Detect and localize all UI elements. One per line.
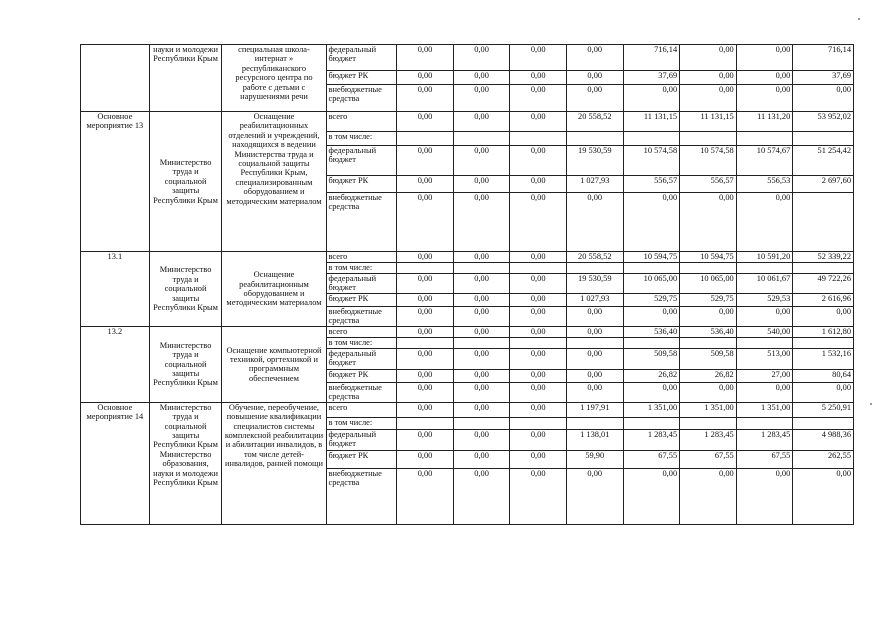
funding-source-cell: внебюджетные средства bbox=[326, 382, 397, 402]
funding-source-cell: всего bbox=[326, 252, 397, 263]
amount-cell: 556,53 bbox=[736, 176, 793, 193]
amount-cell: 20 558,52 bbox=[566, 252, 623, 263]
funding-source-cell: в том числе: bbox=[326, 417, 397, 429]
amount-cell: 51 254,42 bbox=[793, 146, 854, 176]
amount-cell: 0,00 bbox=[397, 450, 454, 468]
amount-cell bbox=[736, 263, 793, 274]
measure-cell: 13.2 bbox=[81, 326, 150, 402]
amount-cell: 4 988,36 bbox=[793, 429, 854, 450]
amount-cell: 10 574,58 bbox=[680, 146, 737, 176]
amount-cell: 0,00 bbox=[793, 307, 854, 327]
amount-cell bbox=[680, 337, 737, 348]
amount-cell: 716,14 bbox=[793, 45, 854, 71]
amount-cell: 1 027,93 bbox=[566, 176, 623, 193]
amount-cell: 0,00 bbox=[680, 85, 737, 112]
amount-cell bbox=[453, 263, 510, 274]
amount-cell: 1 197,91 bbox=[566, 402, 623, 417]
activity-name-cell: Обучение, переобучение, повышение квалификации специалистов системы комплексной реабилитации и абилитации инвалидов, в том числе детей-инвалидов, ранней помощи bbox=[222, 402, 326, 524]
funding-source-cell: федеральный бюджет bbox=[326, 429, 397, 450]
amount-cell: 0,00 bbox=[453, 193, 510, 252]
amount-cell: 0,00 bbox=[736, 45, 793, 71]
amount-cell: 0,00 bbox=[566, 45, 623, 71]
amount-cell: 0,00 bbox=[453, 294, 510, 307]
amount-cell bbox=[623, 337, 680, 348]
amount-cell: 0,00 bbox=[397, 85, 454, 112]
amount-cell: 0,00 bbox=[453, 112, 510, 132]
amount-cell: 1 351,00 bbox=[680, 402, 737, 417]
amount-cell: 0,00 bbox=[623, 382, 680, 402]
amount-cell: 0,00 bbox=[397, 193, 454, 252]
executor-cell: Министерство труда и социальной защиты Республики Крым bbox=[149, 252, 222, 327]
amount-cell: 0,00 bbox=[510, 112, 567, 132]
funding-source-cell: в том числе: bbox=[326, 263, 397, 274]
activity-name-cell: Оснащение компьютерной техникой, оргтехникой и программным обеспечением bbox=[222, 326, 326, 402]
amount-cell: 67,55 bbox=[736, 450, 793, 468]
amount-cell: 0,00 bbox=[680, 382, 737, 402]
amount-cell: 19 530,59 bbox=[566, 146, 623, 176]
amount-cell: 1 612,80 bbox=[793, 326, 854, 337]
amount-cell: 1 027,93 bbox=[566, 294, 623, 307]
amount-cell bbox=[510, 132, 567, 146]
amount-cell: 716,14 bbox=[623, 45, 680, 71]
amount-cell: 0,00 bbox=[566, 326, 623, 337]
amount-cell: 11 131,20 bbox=[736, 112, 793, 132]
funding-source-cell: внебюджетные средства bbox=[326, 85, 397, 112]
amount-cell bbox=[510, 263, 567, 274]
amount-cell bbox=[736, 337, 793, 348]
amount-cell: 53 952,02 bbox=[793, 112, 854, 132]
amount-cell: 0,00 bbox=[566, 193, 623, 252]
amount-cell: 0,00 bbox=[397, 326, 454, 337]
funding-source-cell: федеральный бюджет bbox=[326, 274, 397, 294]
amount-cell: 1 138,01 bbox=[566, 429, 623, 450]
amount-cell: 2 697,60 bbox=[793, 176, 854, 193]
amount-cell: 0,00 bbox=[397, 274, 454, 294]
amount-cell: 0,00 bbox=[736, 307, 793, 327]
amount-cell: 0,00 bbox=[680, 468, 737, 524]
amount-cell: 1 351,00 bbox=[623, 402, 680, 417]
amount-cell: 1 283,45 bbox=[623, 429, 680, 450]
amount-cell: 529,53 bbox=[736, 294, 793, 307]
amount-cell: 0,00 bbox=[397, 45, 454, 71]
amount-cell: 0,00 bbox=[793, 468, 854, 524]
amount-cell: 0,00 bbox=[793, 382, 854, 402]
funding-source-cell: бюджет РК bbox=[326, 294, 397, 307]
amount-cell: 27,00 bbox=[736, 369, 793, 382]
amount-cell: 262,55 bbox=[793, 450, 854, 468]
amount-cell: 0,00 bbox=[510, 307, 567, 327]
amount-cell: 0,00 bbox=[397, 112, 454, 132]
amount-cell bbox=[793, 263, 854, 274]
amount-cell: 0,00 bbox=[680, 71, 737, 85]
funding-source-cell: федеральный бюджет bbox=[326, 146, 397, 176]
amount-cell: 0,00 bbox=[510, 146, 567, 176]
amount-cell: 0,00 bbox=[453, 450, 510, 468]
amount-cell: 536,40 bbox=[680, 326, 737, 337]
amount-cell: 0,00 bbox=[566, 307, 623, 327]
amount-cell: 0,00 bbox=[566, 85, 623, 112]
amount-cell: 0,00 bbox=[453, 429, 510, 450]
amount-cell: 0,00 bbox=[453, 382, 510, 402]
amount-cell: 10 594,75 bbox=[680, 252, 737, 263]
amount-cell: 0,00 bbox=[453, 348, 510, 369]
amount-cell bbox=[510, 417, 567, 429]
amount-cell: 11 131,15 bbox=[623, 112, 680, 132]
table-row bbox=[81, 45, 854, 71]
funding-source-cell: бюджет РК bbox=[326, 176, 397, 193]
measure-cell: 13.1 bbox=[81, 252, 150, 327]
amount-cell: 10 594,75 bbox=[623, 252, 680, 263]
amount-cell bbox=[397, 263, 454, 274]
amount-cell bbox=[623, 263, 680, 274]
amount-cell: 0,00 bbox=[453, 45, 510, 71]
executor-cell: Министерство труда и социальной защиты Республики Крым bbox=[149, 112, 222, 252]
executor-cell: Министерство труда и социальной защиты Республики Крым bbox=[149, 326, 222, 402]
amount-cell: 0,00 bbox=[453, 252, 510, 263]
amount-cell: 49 722,26 bbox=[793, 274, 854, 294]
amount-cell: 0,00 bbox=[453, 468, 510, 524]
funding-source-cell: бюджет РК bbox=[326, 450, 397, 468]
amount-cell: 0,00 bbox=[510, 382, 567, 402]
amount-cell: 0,00 bbox=[623, 307, 680, 327]
table-row bbox=[81, 326, 854, 337]
executor-cell: науки и молодежи Республики Крым bbox=[149, 45, 222, 112]
amount-cell: 52 339,22 bbox=[793, 252, 854, 263]
amount-cell: 0,00 bbox=[397, 176, 454, 193]
amount-cell bbox=[566, 417, 623, 429]
amount-cell bbox=[793, 417, 854, 429]
amount-cell: 0,00 bbox=[680, 193, 737, 252]
budget-table bbox=[80, 44, 854, 525]
amount-cell: 67,55 bbox=[680, 450, 737, 468]
amount-cell: 0,00 bbox=[510, 348, 567, 369]
table-row bbox=[81, 112, 854, 132]
amount-cell: 0,00 bbox=[680, 307, 737, 327]
amount-cell: 0,00 bbox=[510, 274, 567, 294]
amount-cell: 0,00 bbox=[566, 348, 623, 369]
amount-cell: 0,00 bbox=[510, 402, 567, 417]
amount-cell: 513,00 bbox=[736, 348, 793, 369]
scan-speck bbox=[870, 403, 872, 405]
funding-source-cell: внебюджетные средства bbox=[326, 193, 397, 252]
amount-cell: 0,00 bbox=[453, 85, 510, 112]
amount-cell: 0,00 bbox=[510, 326, 567, 337]
amount-cell: 37,69 bbox=[793, 71, 854, 85]
amount-cell bbox=[736, 417, 793, 429]
amount-cell: 529,75 bbox=[623, 294, 680, 307]
funding-source-cell: в том числе: bbox=[326, 132, 397, 146]
amount-cell: 5 250,91 bbox=[793, 402, 854, 417]
measure-cell: Основное мероприятие 14 bbox=[81, 402, 150, 524]
activity-name-cell: специальная школа-интернат » республиканского ресурсного центра по работе с детьми с нарушениями речи bbox=[222, 45, 326, 112]
amount-cell bbox=[453, 417, 510, 429]
amount-cell: 0,00 bbox=[566, 382, 623, 402]
amount-cell: 540,00 bbox=[736, 326, 793, 337]
amount-cell: 1 351,00 bbox=[736, 402, 793, 417]
funding-source-cell: всего bbox=[326, 402, 397, 417]
amount-cell: 0,00 bbox=[397, 146, 454, 176]
amount-cell bbox=[566, 263, 623, 274]
amount-cell: 0,00 bbox=[397, 382, 454, 402]
amount-cell: 536,40 bbox=[623, 326, 680, 337]
amount-cell bbox=[623, 132, 680, 146]
funding-source-cell: бюджет РК bbox=[326, 71, 397, 85]
amount-cell: 80,64 bbox=[793, 369, 854, 382]
amount-cell: 0,00 bbox=[510, 429, 567, 450]
amount-cell: 1 532,16 bbox=[793, 348, 854, 369]
amount-cell: 0,00 bbox=[566, 71, 623, 85]
amount-cell: 0,00 bbox=[510, 176, 567, 193]
amount-cell: 0,00 bbox=[623, 468, 680, 524]
amount-cell: 26,82 bbox=[680, 369, 737, 382]
table-body bbox=[81, 45, 854, 525]
amount-cell: 0,00 bbox=[736, 71, 793, 85]
funding-source-cell: внебюджетные средства bbox=[326, 307, 397, 327]
amount-cell: 0,00 bbox=[453, 307, 510, 327]
amount-cell: 0,00 bbox=[453, 146, 510, 176]
amount-cell: 0,00 bbox=[397, 369, 454, 382]
amount-cell: 0,00 bbox=[453, 71, 510, 85]
amount-cell: 529,75 bbox=[680, 294, 737, 307]
amount-cell: 26,82 bbox=[623, 369, 680, 382]
amount-cell: 20 558,52 bbox=[566, 112, 623, 132]
amount-cell: 59,90 bbox=[566, 450, 623, 468]
amount-cell: 0,00 bbox=[397, 71, 454, 85]
amount-cell: 0,00 bbox=[793, 85, 854, 112]
amount-cell: 0,00 bbox=[397, 252, 454, 263]
amount-cell: 11 131,15 bbox=[680, 112, 737, 132]
amount-cell: 0,00 bbox=[453, 274, 510, 294]
amount-cell: 0,00 bbox=[623, 193, 680, 252]
activity-name-cell: Оснащение реабилитационным оборудованием и методическим материалом bbox=[222, 252, 326, 327]
amount-cell: 0,00 bbox=[510, 369, 567, 382]
amount-cell: 556,57 bbox=[623, 176, 680, 193]
amount-cell bbox=[793, 337, 854, 348]
amount-cell: 10 065,00 bbox=[680, 274, 737, 294]
amount-cell: 10 574,67 bbox=[736, 146, 793, 176]
amount-cell: 0,00 bbox=[397, 348, 454, 369]
amount-cell: 0,00 bbox=[397, 402, 454, 417]
amount-cell bbox=[453, 132, 510, 146]
funding-source-cell: внебюджетные средства bbox=[326, 468, 397, 524]
amount-cell bbox=[680, 132, 737, 146]
amount-cell: 0,00 bbox=[397, 294, 454, 307]
table-row bbox=[81, 402, 854, 417]
amount-cell: 0,00 bbox=[566, 468, 623, 524]
amount-cell: 0,00 bbox=[736, 382, 793, 402]
amount-cell: 0,00 bbox=[736, 85, 793, 112]
amount-cell: 37,69 bbox=[623, 71, 680, 85]
amount-cell: 0,00 bbox=[453, 326, 510, 337]
funding-source-cell: федеральный бюджет bbox=[326, 348, 397, 369]
amount-cell: 67,55 bbox=[623, 450, 680, 468]
amount-cell: 509,58 bbox=[680, 348, 737, 369]
amount-cell bbox=[566, 337, 623, 348]
funding-source-cell: федеральный бюджет bbox=[326, 45, 397, 71]
amount-cell: 0,00 bbox=[736, 468, 793, 524]
amount-cell: 0,00 bbox=[397, 429, 454, 450]
amount-cell: 0,00 bbox=[453, 369, 510, 382]
amount-cell: 0,00 bbox=[510, 85, 567, 112]
amount-cell: 10 574,58 bbox=[623, 146, 680, 176]
amount-cell bbox=[397, 132, 454, 146]
amount-cell: 10 591,20 bbox=[736, 252, 793, 263]
amount-cell bbox=[680, 417, 737, 429]
amount-cell: 0,00 bbox=[397, 468, 454, 524]
amount-cell bbox=[397, 417, 454, 429]
measure-cell: Основное мероприятие 13 bbox=[81, 112, 150, 252]
executor-cell: Министерство труда и социальной защиты Республики Крым Министерство образования, науки и молодежи Республики Крым bbox=[149, 402, 222, 524]
amount-cell: 556,57 bbox=[680, 176, 737, 193]
amount-cell: 0,00 bbox=[397, 307, 454, 327]
amount-cell bbox=[623, 417, 680, 429]
amount-cell bbox=[510, 337, 567, 348]
amount-cell: 2 616,96 bbox=[793, 294, 854, 307]
amount-cell: 509,58 bbox=[623, 348, 680, 369]
amount-cell: 10 065,00 bbox=[623, 274, 680, 294]
amount-cell: 0,00 bbox=[510, 468, 567, 524]
amount-cell: 10 061,67 bbox=[736, 274, 793, 294]
amount-cell: 0,00 bbox=[453, 176, 510, 193]
activity-name-cell: Оснащение реабилитационных отделений и учреждений, находящихся в ведении Министерства труда и социальной защиты Республики Крым, специализированным оборудованием и методическим материалом bbox=[222, 112, 326, 252]
amount-cell bbox=[793, 193, 854, 252]
amount-cell: 0,00 bbox=[453, 402, 510, 417]
table-row bbox=[81, 252, 854, 263]
amount-cell bbox=[736, 132, 793, 146]
funding-source-cell: бюджет РК bbox=[326, 369, 397, 382]
amount-cell: 19 530,59 bbox=[566, 274, 623, 294]
amount-cell bbox=[680, 263, 737, 274]
amount-cell bbox=[793, 132, 854, 146]
amount-cell bbox=[453, 337, 510, 348]
amount-cell bbox=[397, 337, 454, 348]
amount-cell: 0,00 bbox=[736, 193, 793, 252]
funding-source-cell: всего bbox=[326, 326, 397, 337]
funding-source-cell: всего bbox=[326, 112, 397, 132]
amount-cell: 0,00 bbox=[510, 294, 567, 307]
amount-cell: 1 283,45 bbox=[736, 429, 793, 450]
amount-cell bbox=[566, 132, 623, 146]
amount-cell: 0,00 bbox=[623, 85, 680, 112]
amount-cell: 0,00 bbox=[510, 193, 567, 252]
amount-cell: 0,00 bbox=[510, 71, 567, 85]
amount-cell: 0,00 bbox=[510, 45, 567, 71]
funding-source-cell: в том числе: bbox=[326, 337, 397, 348]
amount-cell: 0,00 bbox=[680, 45, 737, 71]
measure-cell bbox=[81, 45, 150, 112]
amount-cell: 1 283,45 bbox=[680, 429, 737, 450]
amount-cell: 0,00 bbox=[510, 252, 567, 263]
scan-speck bbox=[858, 18, 860, 20]
amount-cell: 0,00 bbox=[510, 450, 567, 468]
amount-cell: 0,00 bbox=[566, 369, 623, 382]
